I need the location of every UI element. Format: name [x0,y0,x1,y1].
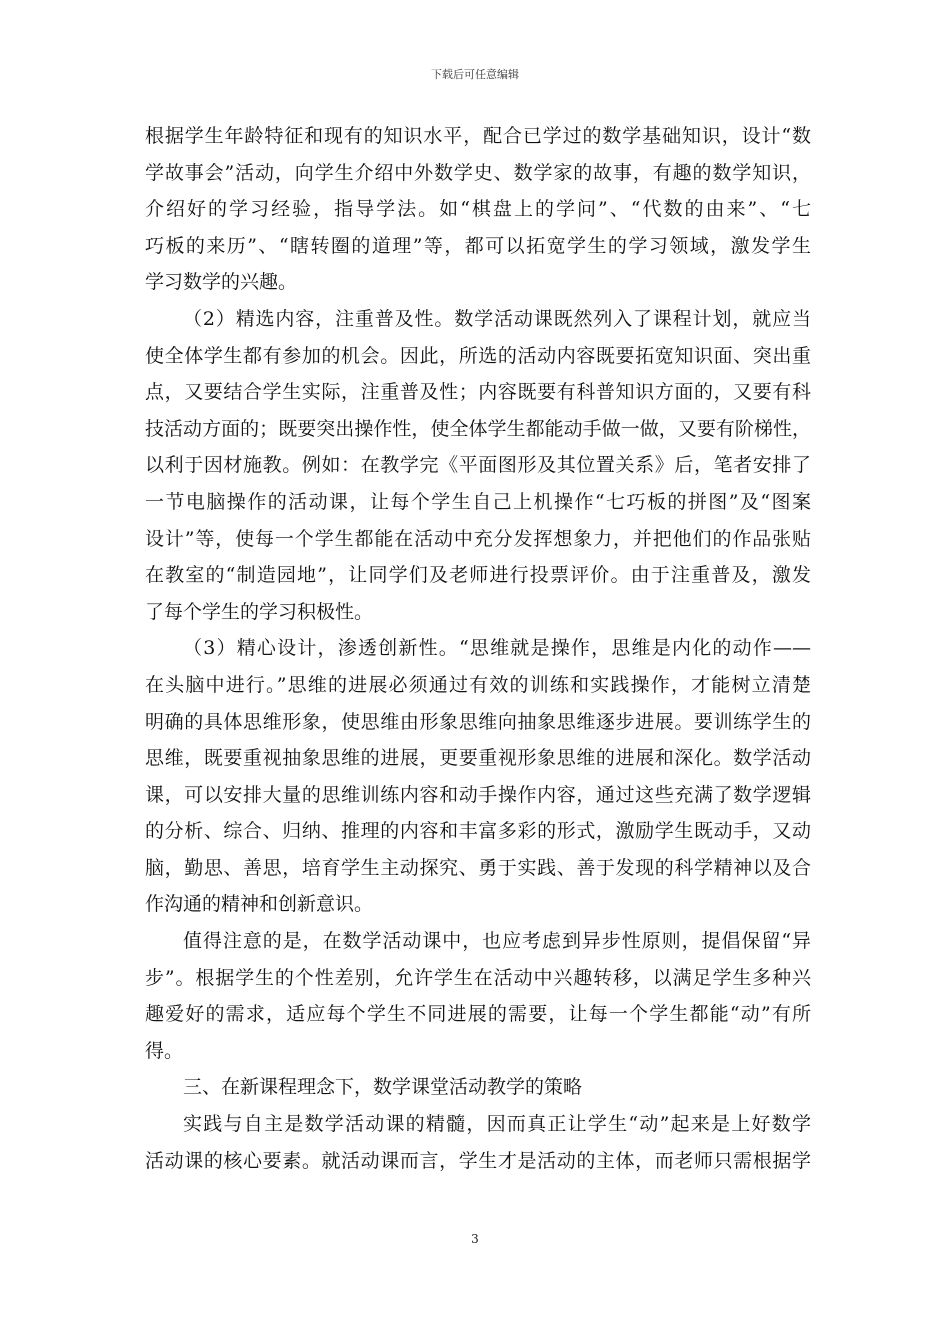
paragraph-start-line: （2）精选内容，注重普及性。数学活动课既然列入了课程计划，就应当 [183,307,811,330]
text-line: 一节电脑操作的活动课，让每个学生自己上机操作“七巧板的拼图”及“图案 [145,490,811,513]
paragraph-start-line: 实践与自主是数学活动课的精髓，因而真正让学生“动”起来是上好数学 [183,1113,811,1136]
text-line: 课，可以安排大量的思维训练内容和动手操作内容，通过这些充满了数学逻辑 [145,783,811,806]
text-line: 作沟通的精神和创新意识。 [145,893,374,916]
text-line: 学习数学的兴趣。 [145,271,298,294]
text-line: 技活动方面的；既要突出操作性，使全体学生都能动手做一做，又要有阶梯性， [145,417,811,440]
text-line: 明确的具体思维形象，使思维由形象思维向抽象思维逐步进展。要训练学生的 [145,710,811,733]
text-line: 以利于因材施教。例如：在教学完《平面图形及其位置关系》后，笔者安排了 [145,454,811,477]
text-line: 思维，既要重视抽象思维的进展，更要重视形象思维的进展和深化。数学活动 [145,747,811,770]
section-heading: 三、在新课程理念下，数学课堂活动教学的策略 [183,1076,583,1099]
text-line: 趣爱好的需求，适应每个学生不同进展的需要，让每一个学生都能“动”有所 [145,1003,811,1026]
text-line: 巧板的来历”、“瞎转圈的道理”等，都可以拓宽学生的学习领域，激发学生 [145,234,811,257]
text-line: 步”。根据学生的个性差别，允许学生在活动中兴趣转移，以满足学生多种兴 [145,966,811,989]
document-body [145,118,811,1179]
text-line: 活动课的核心要素。就活动课而言，学生才是活动的主体，而老师只需根据学 [145,1149,811,1172]
text-line: 介绍好的学习经验，指导学法。如“棋盘上的学问”、“代数的由来”、“七 [145,198,811,221]
text-line: 脑，勤思、善思，培育学生主动探究、勇于实践、善于发现的科学精神以及合 [145,856,811,879]
page-number: 3 [471,1232,479,1246]
text-line: 根据学生年龄特征和现有的知识水平，配合已学过的数学基础知识，设计“数 [145,125,811,147]
text-line: 在教室的“制造园地”，让同学们及老师进行投票评价。由于注重普及，激发 [145,564,811,587]
page-header-note: 下载后可任意编辑 [431,68,519,81]
text-line: 点，又要结合学生实际，注重普及性；内容既要有科普知识方面的，又要有科 [145,381,811,404]
text-line: 得。 [145,1039,184,1062]
text-line: 设计”等，使每一个学生都能在活动中充分发挥想象力，并把他们的作品张贴 [145,527,811,550]
text-line: 的分析、综合、归纳、推理的内容和丰富多彩的形式，激励学生既动手，又动 [145,820,811,843]
text-line: 在头脑中进行。”思维的进展必须通过有效的训练和实践操作，才能树立清楚 [145,673,811,696]
text-line: 学故事会”活动，向学生介绍中外数学史、数学家的故事，有趣的数学知识， [145,161,811,184]
text-line: 了每个学生的学习积极性。 [145,600,374,623]
paragraph-start-line: （3）精心设计，渗透创新性。“思维就是操作，思维是内化的动作—— [183,637,811,660]
paragraph-start-line: 值得注意的是，在数学活动课中，也应考虑到异步性原则，提倡保留“异 [183,930,811,953]
text-line: 使全体学生都有参加的机会。因此，所选的活动内容既要拓宽知识面、突出重 [145,344,811,367]
